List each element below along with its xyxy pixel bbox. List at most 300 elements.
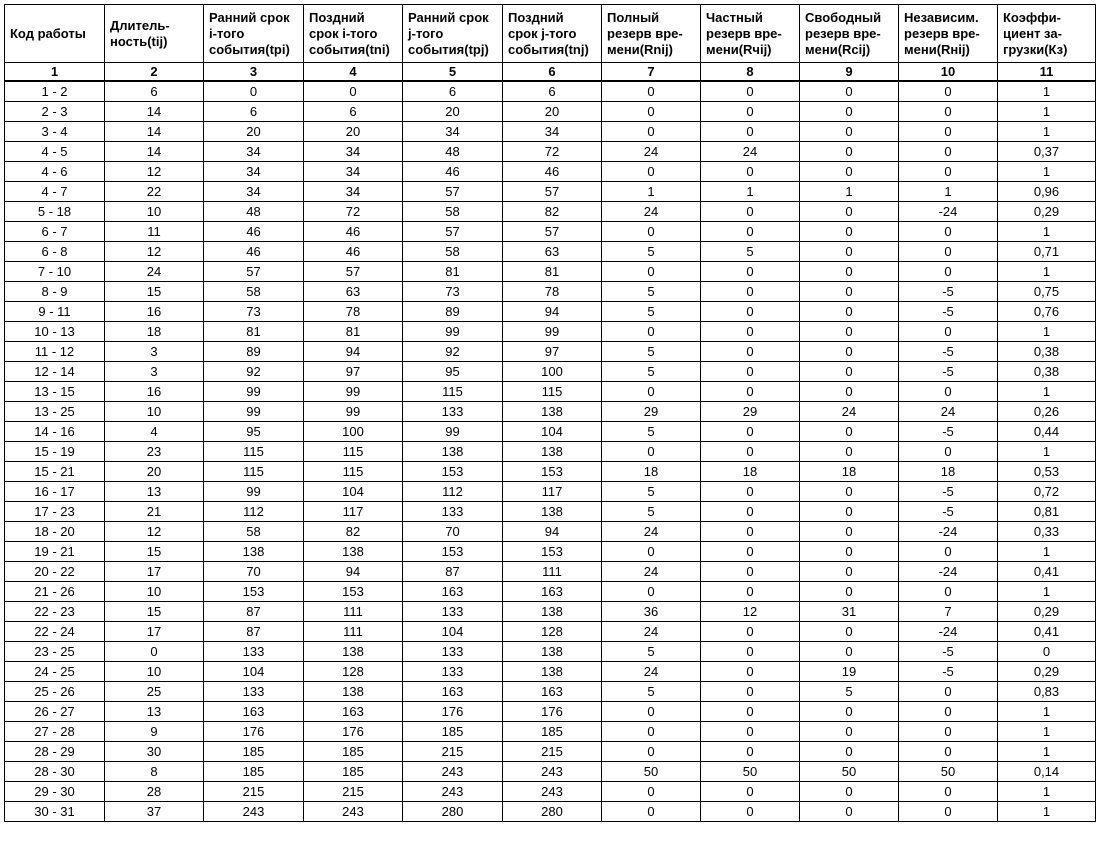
table-cell: 0 <box>899 222 998 242</box>
table-cell: 20 <box>403 102 503 122</box>
column-number: 8 <box>701 63 800 82</box>
table-row <box>5 262 1096 282</box>
table-cell: 46 <box>204 222 304 242</box>
table-cell: 133 <box>204 642 304 662</box>
table-cell: 0 <box>602 742 701 762</box>
table-cell: 0 <box>701 222 800 242</box>
table-cell: 138 <box>503 502 602 522</box>
table-cell: 29 <box>602 402 701 422</box>
table-cell: 138 <box>403 442 503 462</box>
table-cell: 87 <box>403 562 503 582</box>
table-cell: 243 <box>503 762 602 782</box>
table-row <box>5 322 1096 342</box>
table-row <box>5 182 1096 202</box>
table-cell: 215 <box>503 742 602 762</box>
table-cell: 46 <box>304 222 403 242</box>
table-cell: 185 <box>503 722 602 742</box>
table-cell: 24 <box>602 662 701 682</box>
column-number: 3 <box>204 63 304 82</box>
table-cell: 18 <box>105 322 204 342</box>
table-cell: 0,71 <box>998 242 1096 262</box>
work-code-cell: 13 - 15 <box>5 382 105 402</box>
table-cell: 100 <box>503 362 602 382</box>
table-cell: 99 <box>204 402 304 422</box>
table-row <box>5 362 1096 382</box>
table-cell: 0 <box>800 342 899 362</box>
work-code-cell: 26 - 27 <box>5 702 105 722</box>
header-cell: Свободный резерв вре-мени(Rcij) <box>800 5 899 63</box>
table-cell: 12 <box>105 162 204 182</box>
work-code-cell: 28 - 30 <box>5 762 105 782</box>
table-cell: 70 <box>403 522 503 542</box>
table-cell: 138 <box>503 662 602 682</box>
table-row <box>5 122 1096 142</box>
table-row <box>5 642 1096 662</box>
table-cell: 0 <box>998 642 1096 662</box>
table-cell: 138 <box>304 642 403 662</box>
table-cell: 104 <box>503 422 602 442</box>
table-cell: 0 <box>800 382 899 402</box>
table-cell: 12 <box>105 242 204 262</box>
work-code-cell: 30 - 31 <box>5 802 105 822</box>
table-cell: 99 <box>503 322 602 342</box>
table-row <box>5 242 1096 262</box>
table-cell: 6 <box>403 81 503 102</box>
table-cell: 24 <box>105 262 204 282</box>
table-cell: 1 <box>998 102 1096 122</box>
table-cell: 185 <box>304 762 403 782</box>
table-cell: 153 <box>403 462 503 482</box>
table-cell: 50 <box>899 762 998 782</box>
table-cell: 94 <box>503 302 602 322</box>
table-cell: 0,96 <box>998 182 1096 202</box>
table-cell: 94 <box>503 522 602 542</box>
table-row <box>5 202 1096 222</box>
work-code-cell: 15 - 19 <box>5 442 105 462</box>
table-cell: 185 <box>204 742 304 762</box>
table-cell: 1 <box>998 742 1096 762</box>
work-code-cell: 24 - 25 <box>5 662 105 682</box>
table-row <box>5 602 1096 622</box>
table-cell: 58 <box>204 522 304 542</box>
table-cell: 0 <box>800 442 899 462</box>
table-cell: 0 <box>800 202 899 222</box>
table-cell: 58 <box>403 242 503 262</box>
table-cell: 0 <box>701 442 800 462</box>
table-cell: 81 <box>503 262 602 282</box>
table-cell: 0 <box>899 582 998 602</box>
table-cell: 153 <box>304 582 403 602</box>
table-cell: 6 <box>204 102 304 122</box>
table-row <box>5 782 1096 802</box>
table-cell: 63 <box>503 242 602 262</box>
table-cell: 20 <box>503 102 602 122</box>
table-cell: 0,76 <box>998 302 1096 322</box>
table-cell: 104 <box>403 622 503 642</box>
table-cell: 138 <box>503 402 602 422</box>
table-cell: 0 <box>701 742 800 762</box>
table-cell: 0 <box>899 742 998 762</box>
table-cell: 153 <box>503 462 602 482</box>
work-code-cell: 9 - 11 <box>5 302 105 322</box>
table-cell: 4 <box>105 422 204 442</box>
table-cell: 0 <box>800 262 899 282</box>
table-cell: 0 <box>800 802 899 822</box>
table-cell: 0 <box>701 322 800 342</box>
table-cell: 185 <box>204 762 304 782</box>
table-cell: 95 <box>403 362 503 382</box>
work-code-cell: 4 - 6 <box>5 162 105 182</box>
table-cell: 8 <box>105 762 204 782</box>
table-cell: 34 <box>204 142 304 162</box>
table-cell: 92 <box>403 342 503 362</box>
table-cell: 0 <box>899 262 998 282</box>
header-cell: Коэффи-циент за-грузки(Кз) <box>998 5 1096 63</box>
table-cell: 10 <box>105 202 204 222</box>
table-cell: 16 <box>105 302 204 322</box>
table-row <box>5 482 1096 502</box>
table-cell: 57 <box>403 222 503 242</box>
table-cell: 176 <box>403 702 503 722</box>
column-number: 10 <box>899 63 998 82</box>
table-cell: 0 <box>701 362 800 382</box>
table-cell: 0,81 <box>998 502 1096 522</box>
work-code-cell: 11 - 12 <box>5 342 105 362</box>
column-number: 5 <box>403 63 503 82</box>
table-cell: 0 <box>800 282 899 302</box>
table-cell: 16 <box>105 382 204 402</box>
table-cell: 94 <box>304 342 403 362</box>
work-code-cell: 25 - 26 <box>5 682 105 702</box>
table-cell: 0,33 <box>998 522 1096 542</box>
table-cell: 3 <box>105 342 204 362</box>
table-row <box>5 702 1096 722</box>
table-cell: -5 <box>899 502 998 522</box>
table-cell: 5 <box>602 422 701 442</box>
table-cell: 0 <box>800 562 899 582</box>
table-cell: 6 <box>304 102 403 122</box>
table-cell: 57 <box>304 262 403 282</box>
table-cell: 138 <box>204 542 304 562</box>
table-cell: 0 <box>800 522 899 542</box>
table-cell: -24 <box>899 522 998 542</box>
table-cell: 82 <box>503 202 602 222</box>
table-cell: 0,53 <box>998 462 1096 482</box>
table-cell: 0 <box>701 802 800 822</box>
table-cell: 12 <box>701 602 800 622</box>
column-number-row <box>5 63 1096 82</box>
table-cell: 128 <box>304 662 403 682</box>
table-cell: 0 <box>701 542 800 562</box>
table-cell: 1 <box>602 182 701 202</box>
work-code-cell: 10 - 13 <box>5 322 105 342</box>
table-cell: 111 <box>304 602 403 622</box>
table-cell: 15 <box>105 542 204 562</box>
table-cell: 99 <box>304 382 403 402</box>
table-cell: 280 <box>403 802 503 822</box>
table-cell: 0 <box>701 502 800 522</box>
table-cell: 1 <box>998 542 1096 562</box>
table-cell: 78 <box>304 302 403 322</box>
table-cell: 99 <box>403 422 503 442</box>
table-cell: 0 <box>602 222 701 242</box>
table-cell: 46 <box>403 162 503 182</box>
header-cell: Поздний срок j-того события(tnj) <box>503 5 602 63</box>
table-cell: 0 <box>800 362 899 382</box>
table-cell: 0,41 <box>998 622 1096 642</box>
table-cell: -24 <box>899 202 998 222</box>
table-cell: 28 <box>105 782 204 802</box>
table-row <box>5 162 1096 182</box>
table-cell: 1 <box>998 582 1096 602</box>
table-cell: 117 <box>503 482 602 502</box>
work-code-cell: 20 - 22 <box>5 562 105 582</box>
table-cell: -24 <box>899 562 998 582</box>
table-cell: 0 <box>800 622 899 642</box>
work-code-cell: 19 - 21 <box>5 542 105 562</box>
table-row <box>5 742 1096 762</box>
table-cell: 0,26 <box>998 402 1096 422</box>
table-cell: 1 <box>998 262 1096 282</box>
table-cell: 5 <box>602 242 701 262</box>
table-cell: -5 <box>899 302 998 322</box>
table-cell: 112 <box>204 502 304 522</box>
table-cell: 0 <box>899 81 998 102</box>
table-cell: 94 <box>304 562 403 582</box>
table-cell: 57 <box>503 182 602 202</box>
table-cell: 0 <box>800 122 899 142</box>
work-code-cell: 6 - 7 <box>5 222 105 242</box>
header-cell: Ранний срок i-того события(tpi) <box>204 5 304 63</box>
table-cell: 100 <box>304 422 403 442</box>
table-cell: 63 <box>304 282 403 302</box>
table-cell: 0 <box>602 81 701 102</box>
table-cell: 24 <box>899 402 998 422</box>
table-cell: 163 <box>204 702 304 722</box>
table-cell: 46 <box>503 162 602 182</box>
table-cell: 215 <box>204 782 304 802</box>
work-code-cell: 29 - 30 <box>5 782 105 802</box>
table-cell: 0 <box>899 442 998 462</box>
table-cell: 163 <box>503 682 602 702</box>
table-cell: 22 <box>105 182 204 202</box>
table-cell: 138 <box>304 682 403 702</box>
table-cell: 18 <box>701 462 800 482</box>
table-cell: 0 <box>800 322 899 342</box>
header-cell: Код работы <box>5 5 105 63</box>
table-cell: 0 <box>701 622 800 642</box>
work-code-cell: 17 - 23 <box>5 502 105 522</box>
table-cell: 0 <box>602 322 701 342</box>
table-cell: 99 <box>403 322 503 342</box>
table-row <box>5 722 1096 742</box>
table-cell: 111 <box>304 622 403 642</box>
table-cell: 0 <box>800 582 899 602</box>
table-cell: 0,37 <box>998 142 1096 162</box>
table-cell: 0 <box>701 202 800 222</box>
table-cell: 58 <box>204 282 304 302</box>
table-cell: 3 <box>105 362 204 382</box>
work-code-cell: 5 - 18 <box>5 202 105 222</box>
table-cell: 10 <box>105 582 204 602</box>
table-cell: 5 <box>701 242 800 262</box>
table-cell: 138 <box>503 602 602 622</box>
table-cell: 0 <box>701 682 800 702</box>
table-cell: 20 <box>204 122 304 142</box>
work-code-cell: 8 - 9 <box>5 282 105 302</box>
column-number: 4 <box>304 63 403 82</box>
table-cell: 115 <box>304 462 403 482</box>
table-cell: 30 <box>105 742 204 762</box>
table-cell: 0 <box>602 262 701 282</box>
table-cell: 1 <box>998 702 1096 722</box>
table-cell: -5 <box>899 422 998 442</box>
table-cell: 48 <box>204 202 304 222</box>
table-cell: 20 <box>105 462 204 482</box>
table-cell: 0 <box>899 802 998 822</box>
table-cell: 0 <box>701 102 800 122</box>
work-code-cell: 1 - 2 <box>5 81 105 102</box>
table-cell: -5 <box>899 482 998 502</box>
table-cell: 70 <box>204 562 304 582</box>
table-cell: 89 <box>204 342 304 362</box>
table-cell: 0 <box>701 482 800 502</box>
work-code-cell: 2 - 3 <box>5 102 105 122</box>
table-cell: 5 <box>602 682 701 702</box>
table-cell: 73 <box>204 302 304 322</box>
table-cell: 0 <box>701 342 800 362</box>
table-cell: 5 <box>800 682 899 702</box>
header-cell: Частный резерв вре-мени(Rчij) <box>701 5 800 63</box>
table-cell: 0 <box>602 102 701 122</box>
table-cell: 1 <box>701 182 800 202</box>
table-cell: 24 <box>602 142 701 162</box>
table-cell: 0 <box>701 302 800 322</box>
table-cell: 243 <box>304 802 403 822</box>
table-cell: 21 <box>105 502 204 522</box>
table-cell: 115 <box>304 442 403 462</box>
work-code-cell: 7 - 10 <box>5 262 105 282</box>
table-cell: 14 <box>105 142 204 162</box>
table-cell: 104 <box>204 662 304 682</box>
table-cell: 0 <box>701 642 800 662</box>
table-cell: 17 <box>105 562 204 582</box>
work-code-cell: 27 - 28 <box>5 722 105 742</box>
table-row <box>5 102 1096 122</box>
table-cell: 34 <box>304 142 403 162</box>
table-cell: 0 <box>800 162 899 182</box>
work-code-cell: 3 - 4 <box>5 122 105 142</box>
table-cell: 81 <box>204 322 304 342</box>
table-cell: 34 <box>503 122 602 142</box>
table-cell: 15 <box>105 602 204 622</box>
table-row <box>5 222 1096 242</box>
table-cell: 12 <box>105 522 204 542</box>
table-cell: 0 <box>602 122 701 142</box>
table-cell: 0 <box>602 382 701 402</box>
table-row <box>5 522 1096 542</box>
table-cell: 5 <box>602 502 701 522</box>
table-cell: -5 <box>899 342 998 362</box>
header-cell: Полный резерв вре-мени(Rnij) <box>602 5 701 63</box>
table-cell: -5 <box>899 362 998 382</box>
table-cell: 1 <box>998 782 1096 802</box>
table-cell: 0 <box>602 162 701 182</box>
work-code-cell: 6 - 8 <box>5 242 105 262</box>
work-code-cell: 12 - 14 <box>5 362 105 382</box>
table-cell: 0 <box>602 542 701 562</box>
table-cell: 176 <box>304 722 403 742</box>
table-cell: 18 <box>800 462 899 482</box>
table-cell: -5 <box>899 662 998 682</box>
table-cell: 0 <box>701 702 800 722</box>
table-cell: 0 <box>304 81 403 102</box>
table-cell: 24 <box>800 402 899 422</box>
table-cell: 153 <box>204 582 304 602</box>
table-cell: 18 <box>899 462 998 482</box>
table-cell: 153 <box>503 542 602 562</box>
table-cell: 19 <box>800 662 899 682</box>
table-cell: 243 <box>204 802 304 822</box>
table-cell: 0 <box>701 662 800 682</box>
table-cell: 0 <box>899 102 998 122</box>
column-number: 7 <box>602 63 701 82</box>
table-cell: 87 <box>204 602 304 622</box>
table-cell: 24 <box>602 522 701 542</box>
table-cell: 0 <box>701 422 800 442</box>
network-schedule-table <box>4 4 1096 822</box>
table-cell: 5 <box>602 302 701 322</box>
table-cell: 0 <box>800 542 899 562</box>
table-cell: 97 <box>503 342 602 362</box>
column-number: 1 <box>5 63 105 82</box>
table-cell: 0 <box>602 702 701 722</box>
table-cell: 115 <box>204 442 304 462</box>
table-cell: 24 <box>602 562 701 582</box>
table-cell: 1 <box>998 162 1096 182</box>
table-cell: 1 <box>998 722 1096 742</box>
table-cell: 72 <box>503 142 602 162</box>
table-cell: 0 <box>701 582 800 602</box>
table-cell: 243 <box>403 782 503 802</box>
table-cell: 0 <box>701 122 800 142</box>
table-cell: 0 <box>701 562 800 582</box>
table-cell: 0,44 <box>998 422 1096 442</box>
table-cell: 6 <box>105 81 204 102</box>
table-cell: 138 <box>503 442 602 462</box>
table-cell: 5 <box>602 362 701 382</box>
header-cell: Длитель-ность(tij) <box>105 5 204 63</box>
table-cell: -24 <box>899 622 998 642</box>
table-cell: 0 <box>800 742 899 762</box>
table-cell: 13 <box>105 482 204 502</box>
table-cell: 99 <box>204 482 304 502</box>
table-cell: 31 <box>800 602 899 622</box>
table-cell: 138 <box>304 542 403 562</box>
table-cell: 0 <box>800 422 899 442</box>
table-cell: 0 <box>800 782 899 802</box>
header-row <box>5 5 1096 63</box>
table-cell: 24 <box>602 622 701 642</box>
table-cell: 0 <box>800 482 899 502</box>
table-cell: 115 <box>503 382 602 402</box>
work-code-cell: 14 - 16 <box>5 422 105 442</box>
table-cell: 1 <box>998 322 1096 342</box>
table-cell: 0 <box>800 702 899 722</box>
table-cell: 0,38 <box>998 342 1096 362</box>
work-code-cell: 18 - 20 <box>5 522 105 542</box>
table-cell: 18 <box>602 462 701 482</box>
